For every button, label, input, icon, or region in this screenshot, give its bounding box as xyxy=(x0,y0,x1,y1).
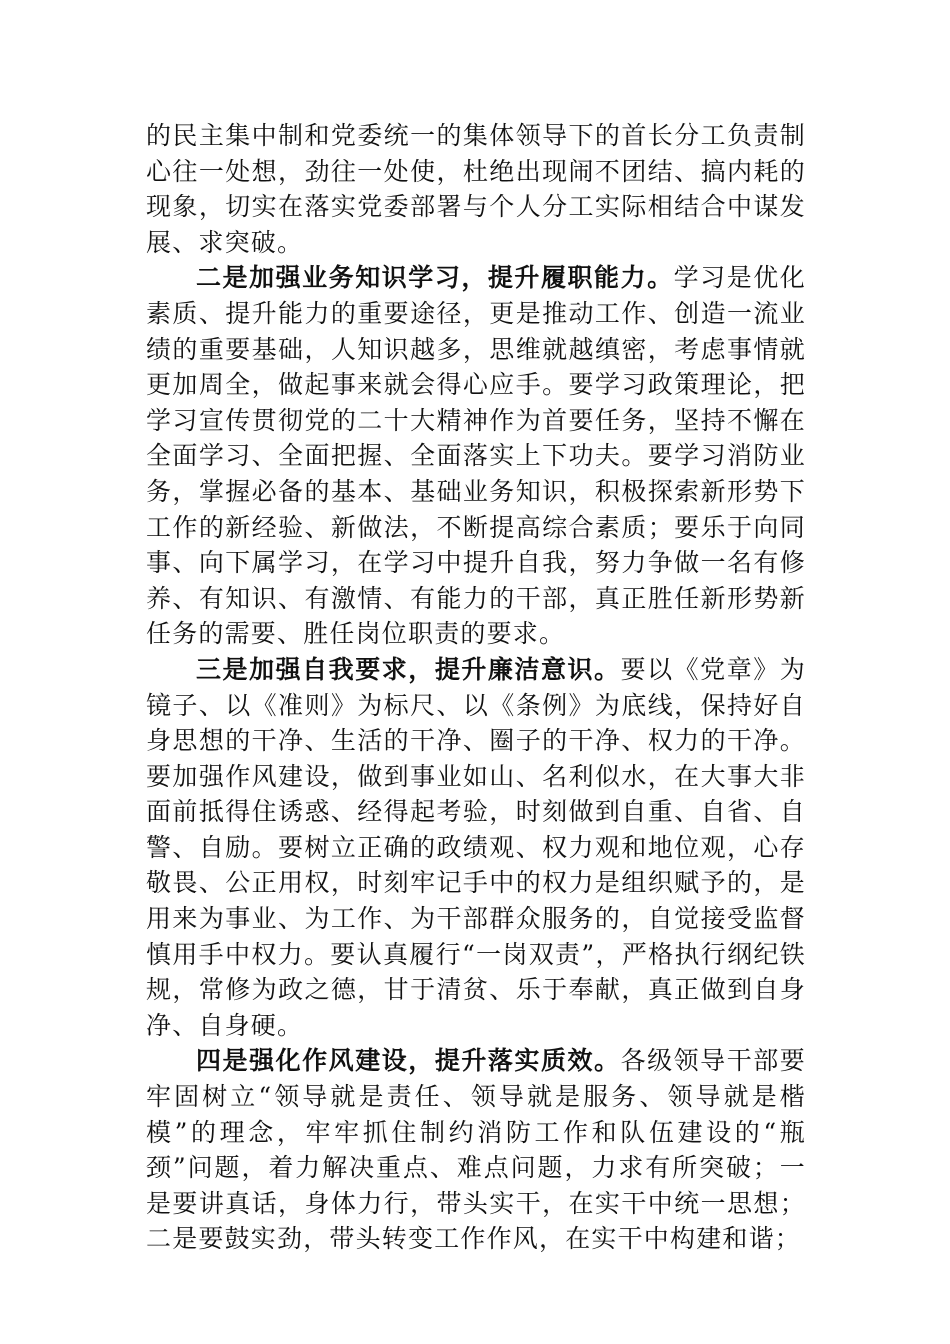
paragraph-study xyxy=(146,260,806,652)
paragraph-heading: 四是强化作风建设，提升落实质效。 xyxy=(196,1046,621,1076)
paragraph-text: 各级领导干部要牢固树立“领导就是责任、领导就是服务、领导就是楷模”的理念，牢牢抓住制约消防工作和队伍建设的“瓶颈”问题，着力解决重点、难点问题，力求有所突破；一是要讲真话，身体力行，带头实干，在实干中统一思想；二是要鼓实劲，带头转变工作作风，在实干中构建和谐； xyxy=(146,1046,806,1254)
paragraph-text: 的民主集中制和党委统一的集体领导下的首长分工负责制心往一处想，劲往一处使，杜绝出现闹不团结、搞内耗的现象，切实在落实党委部署与个人分工实际相结合中谋发展、求突破。 xyxy=(146,121,806,257)
paragraph-heading: 二是加强业务知识学习，提升履职能力。 xyxy=(196,263,674,293)
paragraph-integrity xyxy=(146,652,806,1044)
paragraph-work-style xyxy=(146,1043,806,1257)
paragraph-heading: 三是加强自我要求，提升廉洁意识。 xyxy=(196,654,621,684)
paragraph-continuation xyxy=(146,118,806,260)
document-body xyxy=(146,118,806,1257)
paragraph-text: 要以《党章》为镜子、以《准则》为标尺、以《条例》为底线，保持好自身思想的干净、生活的干净、圈子的干净、权力的干净。要加强作风建设，做到事业如山、名利似水，在大事大非面前抵得住诱惑、经得起考验，时刻做到自重、自省、自警、自励。要树立正确的政绩观、权力观和地位观，心存敬畏、公正用权，时刻牢记手中的权力是组织赋予的，是用来为事业、为工作、为干部群众服务的，自觉接受监督慎用手中权力。要认真履行“一岗双责”，严格执行纲纪铁规，常修为政之德，甘于清贫、乐于奉献，真正做到自身净、自身硬。 xyxy=(146,654,806,1040)
paragraph-text: 学习是优化素质、提升能力的重要途径，更是推动工作、创造一流业绩的重要基础，人知识越多，思维就越缜密，考虑事情就更加周全，做起事来就会得心应手。要学习政策理论，把学习宣传贯彻党的二十大精神作为首要任务，坚持不懈在全面学习、全面把握、全面落实上下功夫。要学习消防业务，掌握必备的基本、基础业务知识，积极探索新形势下工作的新经验、新做法，不断提高综合素质；要乐于向同事、向下属学习，在学习中提升自我，努力争做一名有修养、有知识、有激情、有能力的干部，真正胜任新形势新任务的需要、胜任岗位职责的要求。 xyxy=(146,263,806,649)
